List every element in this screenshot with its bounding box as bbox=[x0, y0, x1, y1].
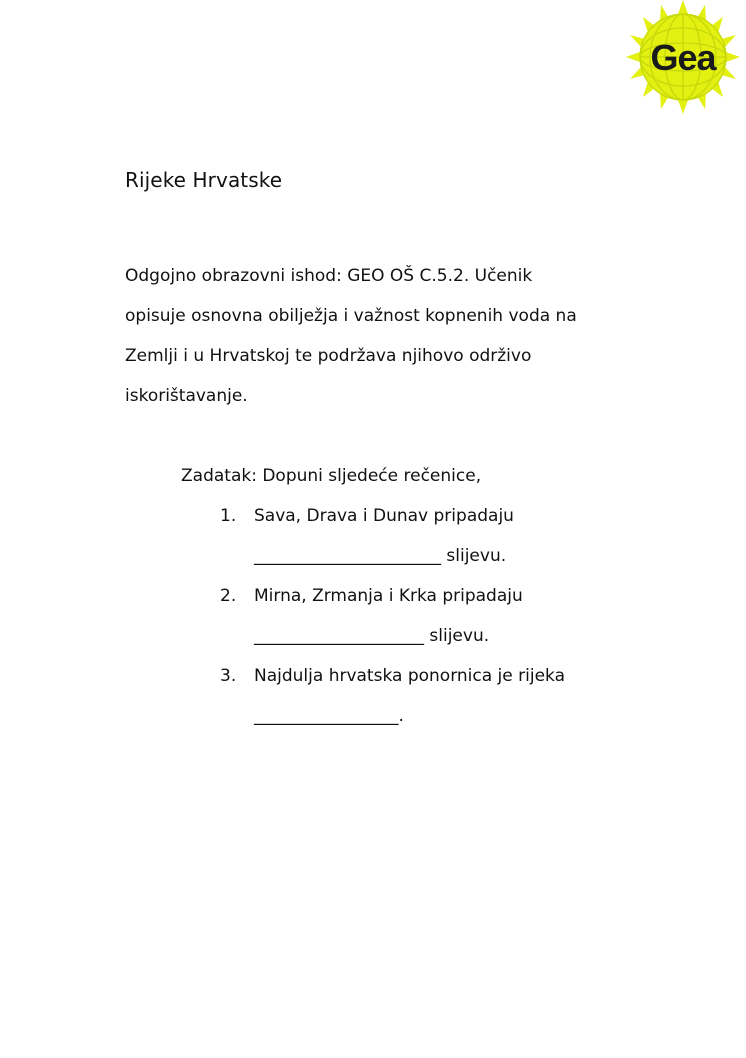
task-sentence: Najdulja hrvatska ponornica je rijeka bbox=[254, 666, 565, 686]
task-number: 3. bbox=[220, 666, 237, 686]
task-number: 1. bbox=[220, 506, 237, 526]
task-blank-line: ____________________ slijevu. bbox=[254, 626, 490, 646]
task-list bbox=[200, 496, 674, 736]
task-sentence: Mirna, Zrmanja i Krka pripadaju bbox=[254, 586, 523, 606]
outcome-line: opisuje osnovna obilježja i važnost kopnenih voda na bbox=[125, 306, 577, 326]
task-item bbox=[200, 496, 674, 576]
learning-outcome bbox=[125, 256, 625, 416]
gea-sun-icon bbox=[622, 0, 744, 114]
task-heading: Zadatak: Dopuni sljedeće rečenice, bbox=[181, 466, 482, 486]
outcome-line: Odgojno obrazovni ishod: GEO OŠ C.5.2. Učenik bbox=[125, 266, 533, 286]
task-item bbox=[200, 656, 674, 736]
page-title: Rijeke Hrvatske bbox=[125, 168, 283, 192]
task-number: 2. bbox=[220, 586, 237, 606]
logo-text: Gea bbox=[650, 37, 716, 78]
task-item bbox=[200, 576, 674, 656]
task-blank-line: _________________. bbox=[254, 706, 404, 726]
gea-logo bbox=[622, 0, 744, 114]
outcome-line: Zemlji i u Hrvatskoj te podržava njihovo održivo bbox=[125, 346, 532, 366]
task-blank-line: ______________________ slijevu. bbox=[254, 546, 507, 566]
task-sentence: Sava, Drava i Dunav pripadaju bbox=[254, 506, 514, 526]
outcome-line: iskorištavanje. bbox=[125, 386, 248, 406]
